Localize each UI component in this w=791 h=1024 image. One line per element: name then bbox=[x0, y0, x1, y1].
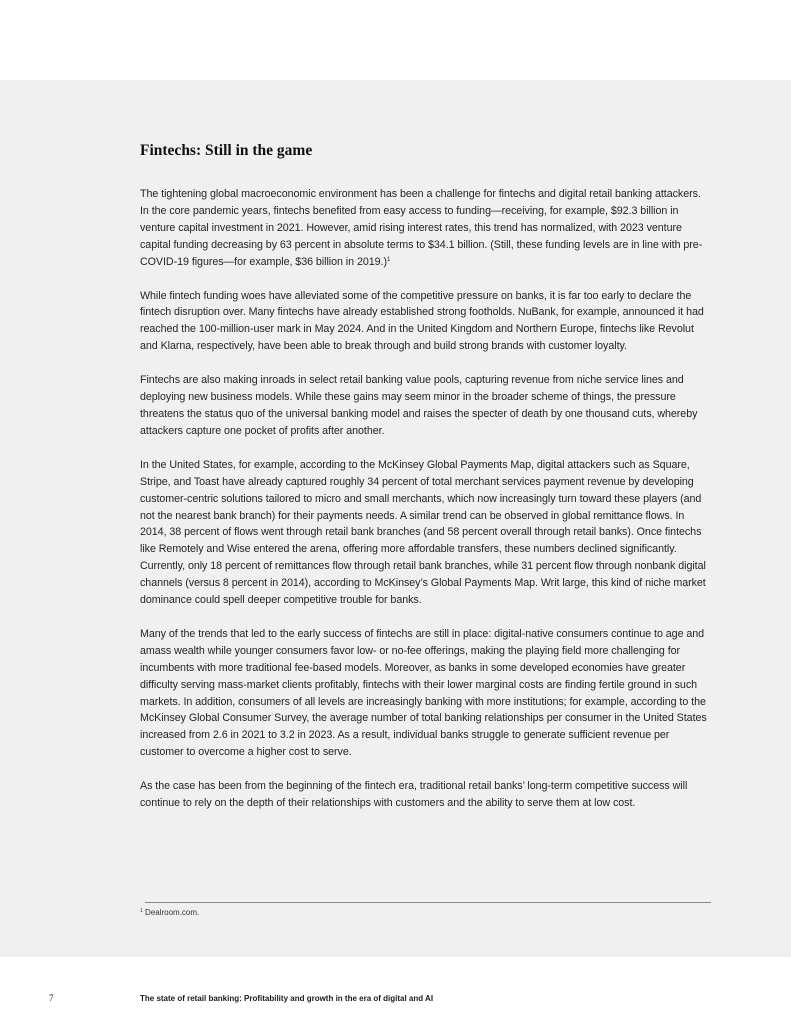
paragraph-conclusion: As the case has been from the beginning of the fintech era, traditional retail banks’ long-term competitive success will continue to rely on the depth of their relationships with customers and the ability to serve them at low cost. bbox=[140, 780, 688, 810]
page-number: 7 bbox=[49, 993, 54, 1003]
footnote-marker: 1 bbox=[140, 908, 143, 914]
footnote-divider bbox=[145, 902, 711, 903]
section-heading: Fintechs: Still in the game bbox=[140, 142, 313, 159]
article-body bbox=[140, 186, 712, 812]
footnote bbox=[140, 907, 199, 918]
paragraph-trends: Many of the trends that led to the early success of fintechs are still in place: digital-native consumers continue to age and amass wealth while younger consumers favor low- or no-fee offerings, making the playing field more challenging for incumbents with more traditional fee-based models. Moreover, as banks in some developed economies have greater difficulty serving mass-market clients profitably, fintechs with their lower marginal costs are finding fertile ground in such markets. In addition, consumers of all levels are increasingly banking with more institutions; for example, according to the McKinsey Global Consumer Survey, the average number of total banking relationships per consumer in the United States increased from 2.6 in 2021 to 3.2 in 2023. As a result, individual banks struggle to generate sufficient revenue per customer to overcome a higher cost to serve. bbox=[140, 627, 707, 759]
running-footer-title: The state of retail banking: Profitability and growth in the era of digital and AI bbox=[140, 994, 434, 1003]
paragraph-text: The tightening global macroeconomic environment has been a challenge for fintechs and digital retail banking attackers. In the core pandemic years, fintechs benefited from easy access to funding—receiving, for example, $92.3 billion in venture capital investment in 2021. However, amid rising interest rates, this trend has normalized, with 2023 venture capital funding decreasing by 63 percent in absolute terms to $34.1 billion. (Still, these funding levels are in line with pre-COVID-19 figures—for example, $36 billion in 2019.) bbox=[140, 188, 703, 268]
footnote-text: Dealroom.com. bbox=[145, 908, 200, 917]
paragraph-disruption: While fintech funding woes have alleviated some of the competitive pressure on banks, it is far too early to declare the fintech disruption over. Many fintechs have already established strong footholds. NuBank, for example, announced it had reached the 100-million-user mark in May 2024. And in the United Kingdom and Northern Europe, fintechs like Revolut and Klarna, respectively, have been able to break through and build strong brands with customer loyalty. bbox=[140, 289, 704, 353]
footnote-reference[interactable]: 1 bbox=[386, 256, 391, 263]
paragraph-value-pools: Fintechs are also making inroads in select retail banking value pools, capturing revenue from niche service lines and deploying new business models. While these gains may seem minor in the broader scheme of things, the pressure threatens the status quo of the universal banking model and raises the specter of death by one thousand cuts, whereby attackers capture one pocket of profits after another. bbox=[140, 374, 698, 437]
paragraph-payments: In the United States, for example, according to the McKinsey Global Payments Map, digital attackers such as Square, Stripe, and Toast have already captured roughly 34 percent of total merchant services payment revenue by developing customer-centric solutions tailored to micro and small merchants, which now increasingly turn toward these players (and not the nearest bank branch) for their payments needs. A similar trend can be observed in global remittance flows. In 2014, 38 percent of flows went through retail bank branches (and 58 percent overall through retail banks). Once fintechs like Remotely and Wise entered the arena, offering more affordable transfers, these numbers declined significantly. Currently, only 18 percent of remittances flow through retail bank branches, while 31 percent flow through nonbank digital channels (versus 8 percent in 2014), according to McKinsey’s Global Payments Map. Writ large, this kind of niche market dominance could spell deeper competitive trouble for banks. bbox=[140, 458, 706, 607]
paragraph-funding bbox=[140, 186, 712, 271]
